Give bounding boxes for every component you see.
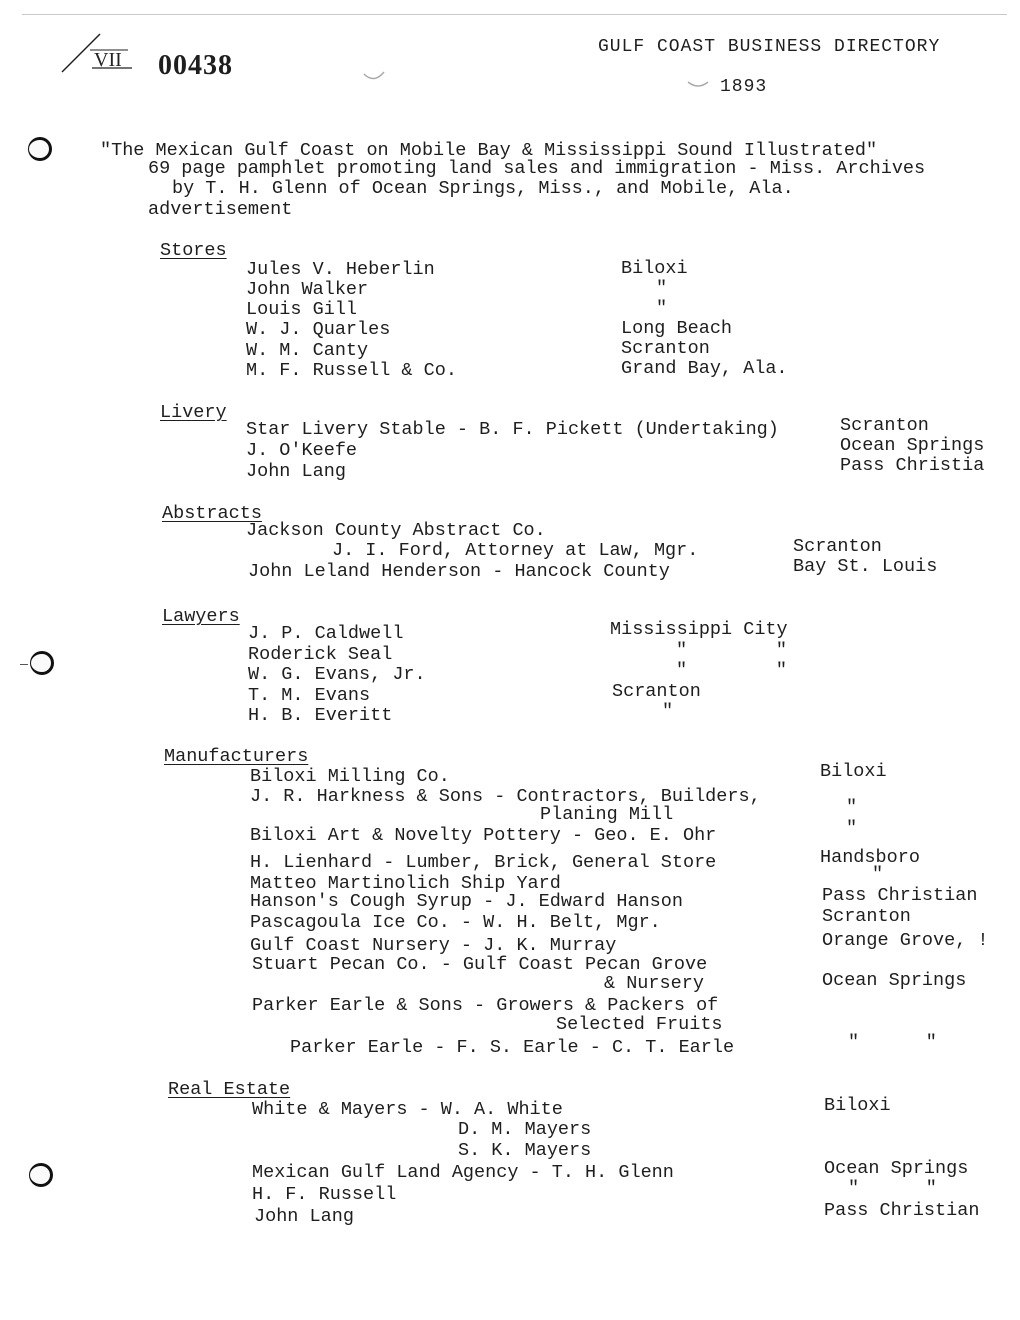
entry-place: Scranton — [621, 338, 710, 359]
page-top-rule — [22, 14, 1007, 15]
entry-place: " " — [676, 660, 788, 681]
entry-place: Ocean Springs — [824, 1158, 969, 1179]
entry-name: & Nursery — [604, 973, 704, 994]
entry-name: H. B. Everitt — [248, 705, 393, 726]
entry-name: Parker Earle - F. S. Earle - C. T. Earle — [290, 1037, 735, 1058]
entry-name: J. O'Keefe — [246, 440, 358, 461]
entry-name: Parker Earle & Sons - Growers & Packers of — [252, 995, 719, 1016]
section-heading-manufacturers: Manufacturers — [164, 746, 309, 767]
entry-name: Matteo Martinolich Ship Yard — [250, 873, 561, 894]
entry-place: " — [662, 701, 674, 722]
entry-name: John Walker — [246, 279, 369, 300]
section-heading-stores: Stores — [160, 240, 227, 261]
entry-name: Hanson's Cough Syrup - J. Edward Hanson — [250, 891, 683, 912]
entry-name: John Leland Henderson - Hancock County — [248, 561, 670, 582]
entry-name: White & Mayers - W. A. White — [252, 1099, 563, 1120]
entry-place: Scranton — [840, 415, 929, 436]
binder-hole-middle — [30, 651, 54, 675]
entry-name: Jules V. Heberlin — [246, 259, 435, 280]
entry-name: J. P. Caldwell — [248, 623, 404, 644]
entry-place: Mississippi City — [610, 619, 788, 640]
entry-place: " — [846, 797, 858, 818]
entry-name: H. Lienhard - Lumber, Brick, General Store — [250, 852, 717, 873]
pamphlet-type: advertisement — [148, 199, 293, 220]
entry-name: M. F. Russell & Co. — [246, 360, 457, 381]
directory-title: GULF COAST BUSINESS DIRECTORY — [598, 37, 941, 57]
binder-hole-bottom — [29, 1163, 53, 1187]
entry-place: " " — [848, 1032, 937, 1053]
section-heading-livery: Livery — [160, 402, 227, 423]
entry-name: T. M. Evans — [248, 685, 371, 706]
hole-tick — [20, 664, 28, 665]
entry-name: J. I. Ford, Attorney at Law, Mgr. — [332, 540, 699, 561]
binder-hole-top — [28, 137, 52, 161]
entry-name: Louis Gill — [246, 299, 358, 320]
entry-place: Orange Grove, ! — [822, 930, 989, 951]
entry-name: D. M. Mayers — [458, 1119, 592, 1140]
section-heading-real-estate: Real Estate — [168, 1079, 291, 1100]
entry-name: H. F. Russell — [252, 1184, 397, 1205]
entry-name: Roderick Seal — [248, 644, 393, 665]
entry-place: " — [656, 278, 668, 299]
entry-place: Grand Bay, Ala. — [621, 358, 788, 379]
entry-place: " — [872, 864, 884, 885]
entry-name: W. M. Canty — [246, 340, 369, 361]
faint-mark — [686, 80, 710, 90]
entry-name: Stuart Pecan Co. - Gulf Coast Pecan Grove — [252, 954, 708, 975]
entry-place: " — [846, 818, 858, 839]
entry-place: Scranton — [822, 906, 911, 927]
entry-name: Jackson County Abstract Co. — [246, 520, 546, 541]
entry-place: " " — [848, 1178, 937, 1199]
entry-name: J. R. Harkness & Sons - Contractors, Builders, — [250, 786, 761, 807]
pamphlet-title: "The Mexican Gulf Coast on Mobile Bay & Mississippi Sound Illustrated" — [100, 140, 878, 161]
section-heading-lawyers: Lawyers — [162, 606, 240, 627]
entry-name: John Lang — [254, 1206, 354, 1227]
entry-name: S. K. Mayers — [458, 1140, 592, 1161]
pamphlet-author: by T. H. Glenn of Ocean Springs, Miss., and Mobile, Ala. — [172, 178, 794, 199]
entry-place: Biloxi — [621, 258, 688, 279]
entry-name: Star Livery Stable - B. F. Pickett (Undertaking) — [246, 419, 779, 440]
entry-place: Bay St. Louis — [793, 556, 938, 577]
entry-name: Pascagoula Ice Co. - W. H. Belt, Mgr. — [250, 912, 661, 933]
entry-place: Biloxi — [824, 1095, 891, 1116]
entry-name: Gulf Coast Nursery - J. K. Murray — [250, 935, 617, 956]
entry-place: Pass Christian — [822, 885, 978, 906]
entry-name: Mexican Gulf Land Agency - T. H. Glenn — [252, 1162, 674, 1183]
entry-name: W. G. Evans, Jr. — [248, 664, 426, 685]
entry-name: Selected Fruits — [556, 1014, 723, 1035]
accession-number: 00438 — [158, 50, 233, 81]
faint-mark — [362, 70, 386, 84]
entry-place: Ocean Springs — [840, 435, 985, 456]
entry-name: Planing Mill — [540, 804, 674, 825]
archive-stamp — [60, 32, 150, 78]
entry-place: Pass Christia — [840, 455, 985, 476]
directory-year: 1893 — [720, 77, 768, 97]
entry-place: Scranton — [793, 536, 882, 557]
stamp-text: VII — [94, 49, 122, 71]
entry-name: Biloxi Art & Novelty Pottery - Geo. E. Ohr — [250, 825, 717, 846]
section-heading-abstracts: Abstracts — [162, 503, 262, 524]
entry-place: Pass Christian — [824, 1200, 980, 1221]
entry-place: Long Beach — [621, 318, 733, 339]
entry-name: Biloxi Milling Co. — [250, 766, 450, 787]
entry-place: " — [656, 298, 668, 319]
entry-place: Biloxi — [820, 761, 887, 782]
entry-place: Ocean Springs — [822, 970, 967, 991]
entry-place: Scranton — [612, 681, 701, 702]
entry-name: W. J. Quarles — [246, 319, 391, 340]
entry-name: John Lang — [246, 461, 346, 482]
pamphlet-description: 69 page pamphlet promoting land sales and immigration - Miss. Archives — [148, 158, 926, 179]
entry-place: " " — [676, 640, 788, 661]
entry-place: Handsboro — [820, 847, 920, 868]
